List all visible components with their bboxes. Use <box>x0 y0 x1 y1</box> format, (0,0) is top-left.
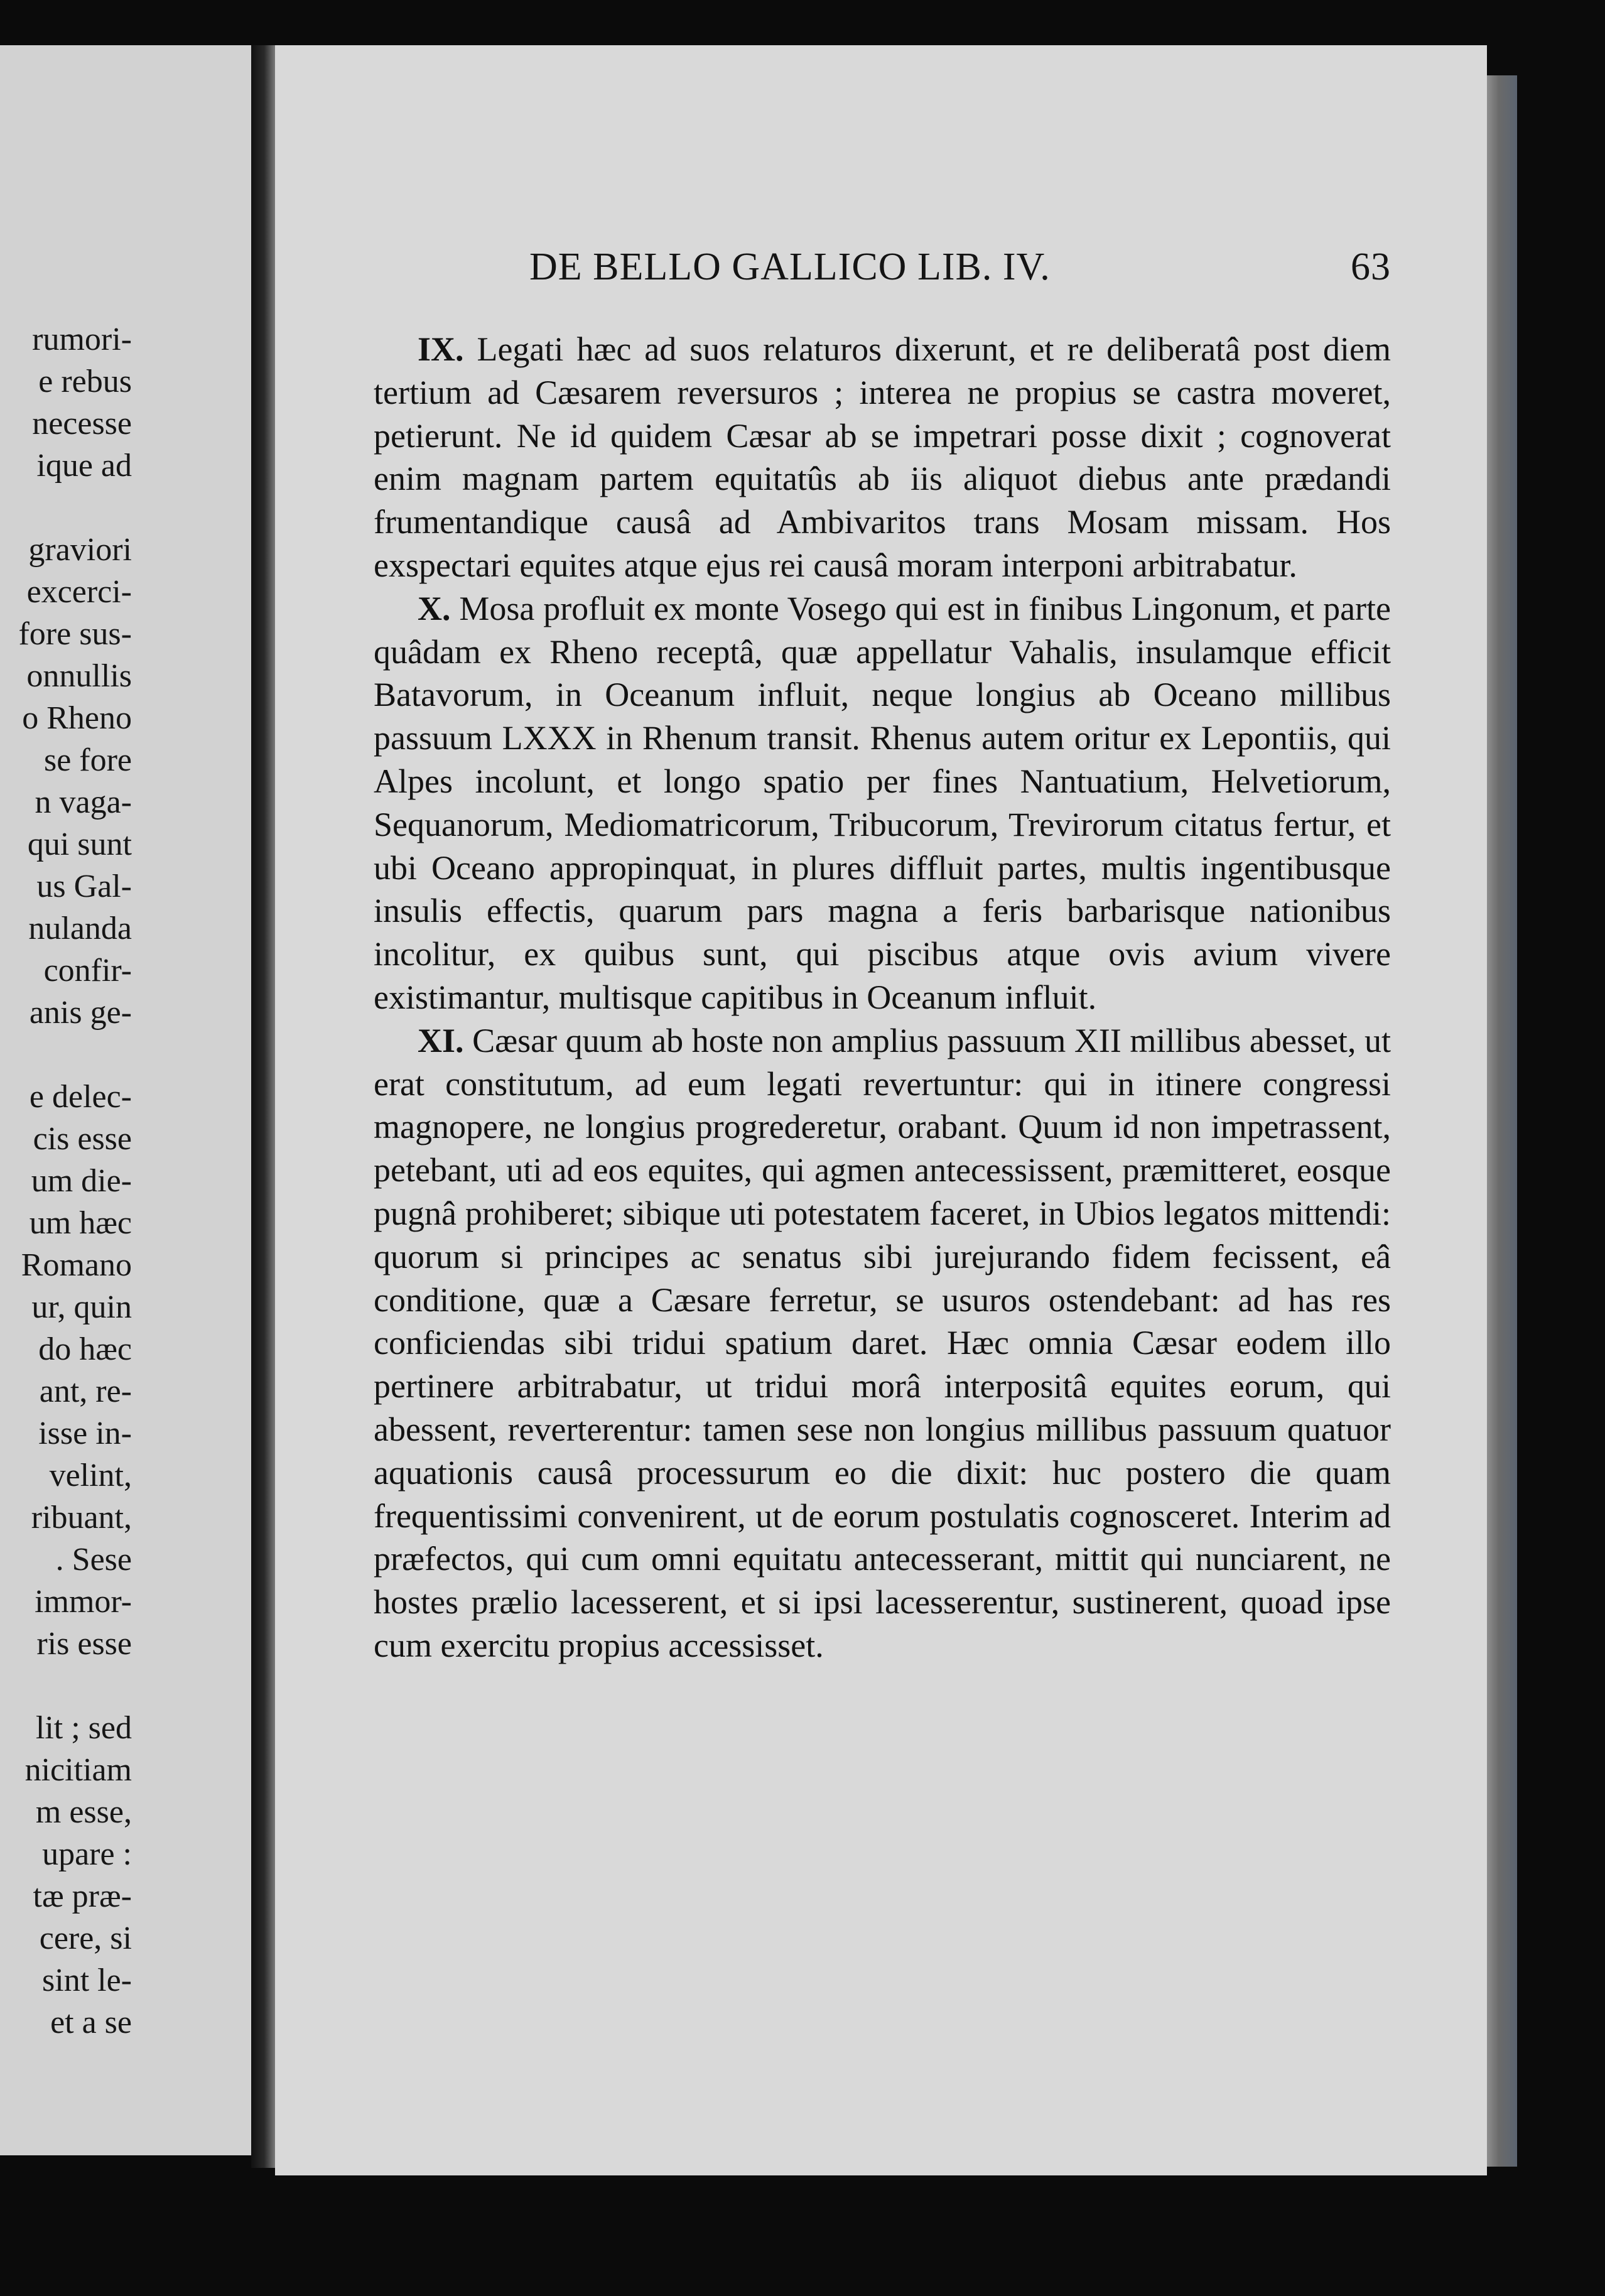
previous-page-line: ur, quin <box>31 1289 132 1325</box>
chapter-text: Mosa profluit ex monte Vosego qui est in finibus Lingonum, et parte quâdam ex Rheno receptâ, quæ appellatur Vahalis, insulamque efficit Batavorum, in Oceanum influit, neque longius ab Oceano millibus passuum LXXX in Rhenum transit. Rhenus autem oritur ex Lepontiis, qui Alpes incolunt, et longo spatio per fines Nantuatium, Helvetiorum, Sequanorum, Mediomatricorum, Tribucorum, Trevirorum citatus fertur, et ubi Oceano appropinquat, in plures diffluit partes, multis ingentibusque insulis effectis, quarum pars magna a feris barbarisque nationibus incolitur, ex quibus sunt, qui piscibus atque ovis avium vivere existimantur, multisque capitibus in Oceanum influit. <box>374 589 1392 1016</box>
previous-page-line: do hæc <box>38 1331 132 1367</box>
previous-page-line: nicitiam <box>24 1752 132 1788</box>
chapter-text: Legati hæc ad suos relaturos dixerunt, et re deliberatâ post diem tertium ad Cæsarem reversuros ; interea ne propius se castra moveret, petierunt. Ne id quidem Cæsar ab se impetrari posse dixit ; cognoverat enim magnam partem equitatûs ab iis aliquot diebus ante prædandi frumentandique causâ ad Ambivaritos trans Mosam missam. Hos exspectari equites atque ejus rei causâ moram interponi arbitrabatur. <box>374 330 1392 584</box>
previous-page-line: isse in- <box>38 1416 132 1451</box>
previous-page-fragment <box>0 45 251 2155</box>
previous-page-line: qui sunt <box>27 826 132 862</box>
previous-page-line: onnullis <box>26 658 132 694</box>
chapter-paragraph <box>374 1019 1391 1667</box>
previous-page-line: graviori <box>28 532 132 568</box>
running-title: DE BELLO GALLICO LIB. IV. <box>529 246 1051 288</box>
previous-page-line: confir- <box>43 953 132 988</box>
chapter-paragraph <box>374 587 1391 1019</box>
running-head <box>529 245 1391 301</box>
previous-page-line: ribuant, <box>31 1500 132 1535</box>
previous-page-line: . Sese <box>55 1542 132 1578</box>
previous-page-line: immor- <box>35 1584 132 1620</box>
previous-page-line: ris esse <box>36 1626 132 1662</box>
previous-page-line <box>18 1034 132 1076</box>
previous-page-line: excerci- <box>26 574 132 610</box>
previous-page-line <box>18 487 132 529</box>
previous-page-line: et a se <box>50 2005 132 2040</box>
previous-page-line: um hæc <box>29 1205 132 1241</box>
chapter-paragraph <box>374 328 1391 587</box>
page-edge <box>1487 75 1517 2167</box>
previous-page-line: se fore <box>43 742 132 778</box>
previous-page-line <box>18 1665 132 1707</box>
previous-page-line: Romano <box>21 1247 132 1283</box>
chapter-text: Cæsar quum ab hoste non amplius passuum XII millibus abesset, ut erat constitutum, ad eum legati revertuntur: qui in itinere congressi magnopere, ne longius progrederetur, orabant. Quum id non impetrassent, petebant, uti ad eos equites, qui agmen antecessissent, præmitteret, eosque pugnâ prohiberet; sibique uti potestatem faceret, in Ubios legatos mittendi: quorum si principes ac senatus sibi jurejurando fidem fecissent, eâ conditione, quæ a Cæsare ferretur, se usuros ostendebant: ad has res conficiendas sibi tridui spatium daret. Hæc omnia Cæsar eodem illo pertinere arbitrabatur, ut tridui morâ interpositâ equites eorum, qui abessent, reverterentur: tamen sese non longius millibus passuum quatuor aquationis causâ processurum eo die dixit: huc postero die quam frequentissimi convenirent, ut de eorum postulatis cognosceret. Interim ad præfectos, qui cum omni equitatu antecesserant, mittit qui nunciarent, ne hostes prælio lacesserent, et si ipsi lacesserentur, sustinerent, quoad ipse cum exercitu propius accessisset. <box>374 1021 1391 1664</box>
previous-page-line: lit ; sed <box>35 1710 132 1746</box>
previous-page-line: anis ge- <box>29 995 132 1031</box>
previous-page-line: sint le- <box>42 1963 132 1998</box>
page-number: 63 <box>1351 246 1391 288</box>
previous-page-line: m esse, <box>35 1794 132 1830</box>
chapter-number: X. <box>418 589 451 627</box>
previous-page-line: tæ præ- <box>33 1878 132 1914</box>
previous-page-line: us Gal- <box>36 869 132 904</box>
previous-page-line: upare : <box>42 1836 132 1872</box>
previous-page-line: ique ad <box>36 448 132 484</box>
chapter-number: XI. <box>418 1021 464 1059</box>
previous-page-line: e rebus <box>38 364 132 399</box>
previous-page-line: necesse <box>32 406 132 441</box>
previous-page-text <box>18 318 132 2044</box>
previous-page-line: um die- <box>31 1163 132 1199</box>
book-gutter <box>251 45 275 2168</box>
previous-page-line: fore sus- <box>18 616 132 652</box>
previous-page-line: e delec- <box>29 1079 132 1115</box>
previous-page-line: o Rheno <box>22 700 132 736</box>
previous-page-line: n vaga- <box>35 784 132 820</box>
previous-page-line: ant, re- <box>39 1373 132 1409</box>
previous-page-line: velint, <box>49 1458 132 1493</box>
previous-page-line: rumori- <box>32 322 132 357</box>
previous-page-line: nulanda <box>28 911 132 946</box>
previous-page-line: cere, si <box>39 1920 132 1956</box>
chapter-number: IX. <box>418 330 464 368</box>
previous-page-line: cis esse <box>33 1121 132 1157</box>
body-text <box>374 328 1391 1667</box>
book-page <box>275 45 1487 2175</box>
